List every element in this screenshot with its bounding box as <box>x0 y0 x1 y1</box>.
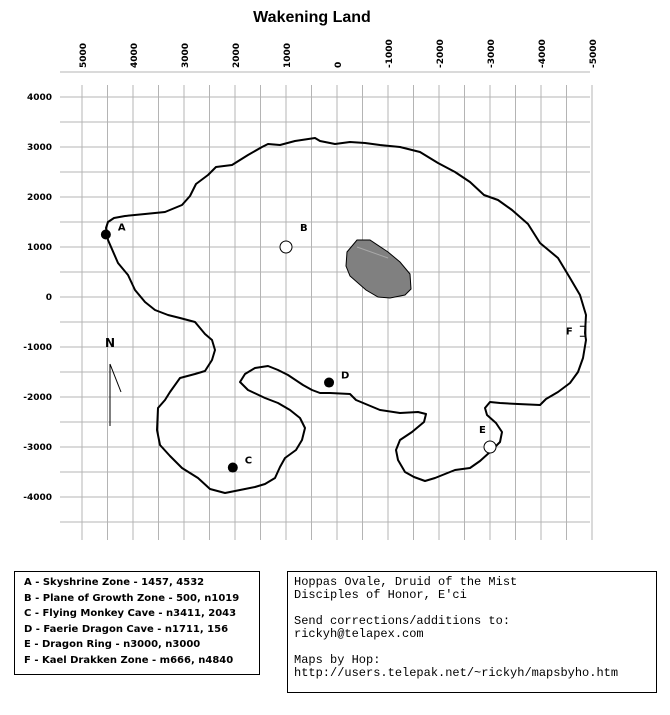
compass-label: N <box>105 336 116 350</box>
poi-label: F <box>565 326 573 338</box>
y-tick-label: -2000 <box>23 393 52 403</box>
legend-item-a: A - Skyshrine Zone - 1457, 4532 <box>24 577 205 588</box>
x-tick-label: 3000 <box>181 42 191 68</box>
y-tick-label: 1000 <box>26 243 52 253</box>
poi-marker <box>324 378 334 388</box>
poi-marker <box>280 241 292 253</box>
credits-corrections: Send corrections/additions to: <box>294 614 511 628</box>
y-tick-label: 2000 <box>26 193 52 203</box>
poi-label: D <box>341 370 350 382</box>
zone-outline <box>106 138 586 493</box>
poi-marker <box>228 463 238 473</box>
x-tick-label: -5000 <box>589 39 599 68</box>
y-tick-label: -3000 <box>23 443 52 453</box>
credits-email: rickyh@telapex.com <box>294 627 424 641</box>
legend-item-b: B - Plane of Growth Zone - 500, n1019 <box>24 592 240 604</box>
x-tick-label: 4000 <box>130 42 140 68</box>
compass-needle-head <box>110 364 121 392</box>
y-axis-labels <box>23 93 52 503</box>
y-tick-label: 0 <box>45 293 52 303</box>
credits <box>287 571 657 693</box>
x-tick-label: -4000 <box>538 39 548 68</box>
x-tick-label: -3000 <box>487 39 497 68</box>
poi-c <box>228 456 252 473</box>
poi-e <box>479 425 496 453</box>
poi-label: B <box>300 223 308 234</box>
y-tick-label: 4000 <box>26 93 52 103</box>
poi-label: A <box>117 222 126 234</box>
x-tick-label: 2000 <box>232 42 242 68</box>
x-tick-label: -1000 <box>385 39 395 68</box>
legend-item-c: C - Flying Monkey Cave - n3411, 2043 <box>24 608 237 620</box>
legend <box>14 571 260 675</box>
poi-a <box>101 223 126 240</box>
poi-marker <box>484 441 496 453</box>
poi-b <box>280 223 308 253</box>
poi-label: C <box>244 455 253 467</box>
x-tick-label: -2000 <box>436 39 446 68</box>
credits-author: Hoppas Ovale, Druid of the Mist <box>294 575 518 589</box>
poi-f <box>566 326 586 337</box>
legend-item-d: D - Faerie Dragon Cave - n1711, 156 <box>24 623 229 635</box>
legend-item-f: F - Kael Drakken Zone - m666, n4840 <box>24 654 234 666</box>
map-title: Wakening Land <box>253 9 371 26</box>
x-tick-label: 5000 <box>79 42 89 68</box>
plane-of-growth-structure <box>346 240 411 298</box>
x-axis-labels <box>79 39 599 68</box>
credits-maps-by: Maps by Hop: <box>294 653 381 667</box>
y-tick-label: -1000 <box>23 343 52 353</box>
poi-label: E <box>479 425 486 436</box>
legend-item-e: E - Dragon Ring - n3000, n3000 <box>24 639 201 651</box>
poi-marker <box>101 230 111 240</box>
credits-url: http://users.telepak.net/~rickyh/mapsbyho.htm <box>294 666 619 680</box>
y-tick-label: 3000 <box>26 143 52 153</box>
x-tick-label: 1000 <box>283 42 293 68</box>
x-tick-label: 0 <box>334 61 344 68</box>
points-of-interest <box>101 223 586 473</box>
y-tick-label: -4000 <box>23 493 52 503</box>
credits-guild: Disciples of Honor, E'ci <box>294 588 467 602</box>
